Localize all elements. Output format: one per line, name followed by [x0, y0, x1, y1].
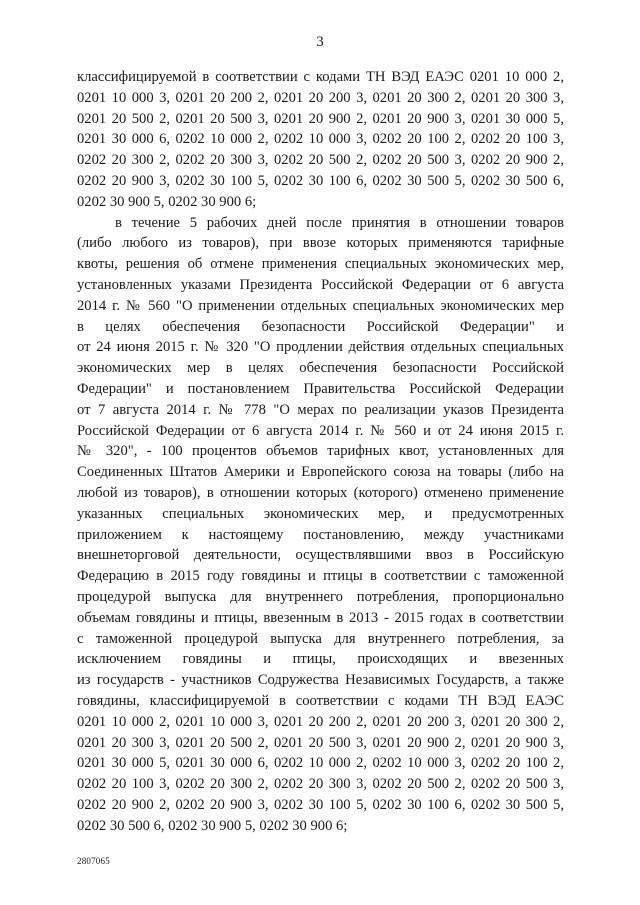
text-line: 0201 20 500 2, 0201 20 500 3, 0201 20 900 2, 0201 20 900 3, 0201 30 000 5,	[77, 110, 564, 127]
document-code: 2807065	[77, 856, 110, 866]
paragraph	[77, 67, 564, 213]
text-line: в течение 5 рабочих дней после принятия в отношении товаров	[115, 214, 564, 231]
text-line: из государств - участников Содружества Независимых Государств, а также	[77, 672, 564, 689]
paragraph	[77, 213, 564, 837]
text-line: от 24 июня 2015 г. № 320 "О продлении действия отдельных специальных	[77, 339, 564, 356]
document-body	[77, 67, 564, 836]
text-line: указанных специальных экономических мер, и предусмотренных	[77, 505, 564, 522]
text-line: 0202 20 900 2, 0202 20 900 3, 0202 30 100 5, 0202 30 100 6, 0202 30 500 5,	[77, 796, 564, 813]
text-line: 0201 20 300 3, 0201 20 500 2, 0201 20 500 3, 0201 20 900 2, 0201 20 900 3,	[77, 734, 564, 751]
text-line: процедурой выпуска для внутреннего потребления, пропорционально	[77, 588, 564, 605]
text-line: приложением к настоящему постановлению, между участниками	[77, 526, 564, 543]
text-line: установленных указами Президента Российской Федерации от 6 августа	[77, 276, 564, 293]
text-line: экономических мер в целях обеспечения безопасности Российской	[77, 360, 564, 377]
text-line: 2014 г. № 560 "О применении отдельных специальных экономических мер	[77, 297, 564, 314]
text-line: 0201 10 000 2, 0201 10 000 3, 0201 20 200 2, 0201 20 200 3, 0201 20 300 2,	[77, 713, 564, 730]
text-line: объемам говядины и птицы, ввезенным в 2013 - 2015 годах в соответствии	[77, 609, 564, 626]
text-line: говядины, классифицируемой в соответствии с кодами ТН ВЭД ЕАЭС	[77, 692, 564, 709]
text-line: 0202 30 500 6, 0202 30 900 5, 0202 30 900 6;	[77, 817, 348, 834]
text-line: № 320", - 100 процентов объемов тарифных квот, установленных для	[77, 443, 564, 460]
page-number: 3	[316, 34, 324, 50]
text-line: от 7 августа 2014 г. № 778 "О мерах по реализации указов Президента	[77, 401, 564, 418]
text-line: (либо любого из товаров), при ввозе которых применяются тарифные	[77, 235, 564, 252]
text-line: исключением говядины и птицы, происходящих и ввезенных	[77, 651, 564, 668]
text-line: Соединенных Штатов Америки и Европейского союза на товары (либо на	[77, 464, 564, 481]
text-line: 0202 20 300 2, 0202 20 300 3, 0202 20 500 2, 0202 20 500 3, 0202 20 900 2,	[77, 152, 564, 169]
text-line: классифицируемой в соответствии с кодами ТН ВЭД ЕАЭС 0201 10 000 2,	[77, 69, 564, 85]
text-line: 0201 10 000 3, 0201 20 200 2, 0201 20 200 3, 0201 20 300 2, 0201 20 300 3,	[77, 89, 564, 106]
text-line: квоты, решения об отмене применения специальных экономических мер,	[77, 256, 564, 273]
text-line: 0201 30 000 6, 0202 10 000 2, 0202 10 000 3, 0202 20 100 2, 0202 20 100 3,	[77, 131, 564, 148]
text-line: 0202 30 900 5, 0202 30 900 6;	[77, 193, 257, 210]
text-line: любой из товаров), в отношении которых (которого) отменено применение	[77, 484, 564, 501]
text-line: Российской Федерации от 6 августа 2014 г. № 560 и от 24 июня 2015 г.	[77, 422, 564, 439]
text-line: Федерацию в 2015 году говядины и птицы в соответствии с таможенной	[77, 568, 564, 585]
text-line: с таможенной процедурой выпуска для внутреннего потребления, за	[77, 630, 564, 647]
text-line: 0202 20 900 3, 0202 30 100 5, 0202 30 100 6, 0202 30 500 5, 0202 30 500 6,	[77, 172, 564, 189]
text-line: в целях обеспечения безопасности Российской Федерации" и	[77, 318, 564, 335]
text-line: 0201 30 000 5, 0201 30 000 6, 0202 10 000 2, 0202 10 000 3, 0202 20 100 2,	[77, 755, 564, 772]
text-line: внешнеторговой деятельности, осуществлявшими ввоз в Российскую	[77, 547, 564, 564]
text-line: 0202 20 100 3, 0202 20 300 2, 0202 20 300 3, 0202 20 500 2, 0202 20 500 3,	[77, 776, 564, 793]
text-line: Федерации" и постановлением Правительства Российской Федерации	[77, 380, 564, 397]
